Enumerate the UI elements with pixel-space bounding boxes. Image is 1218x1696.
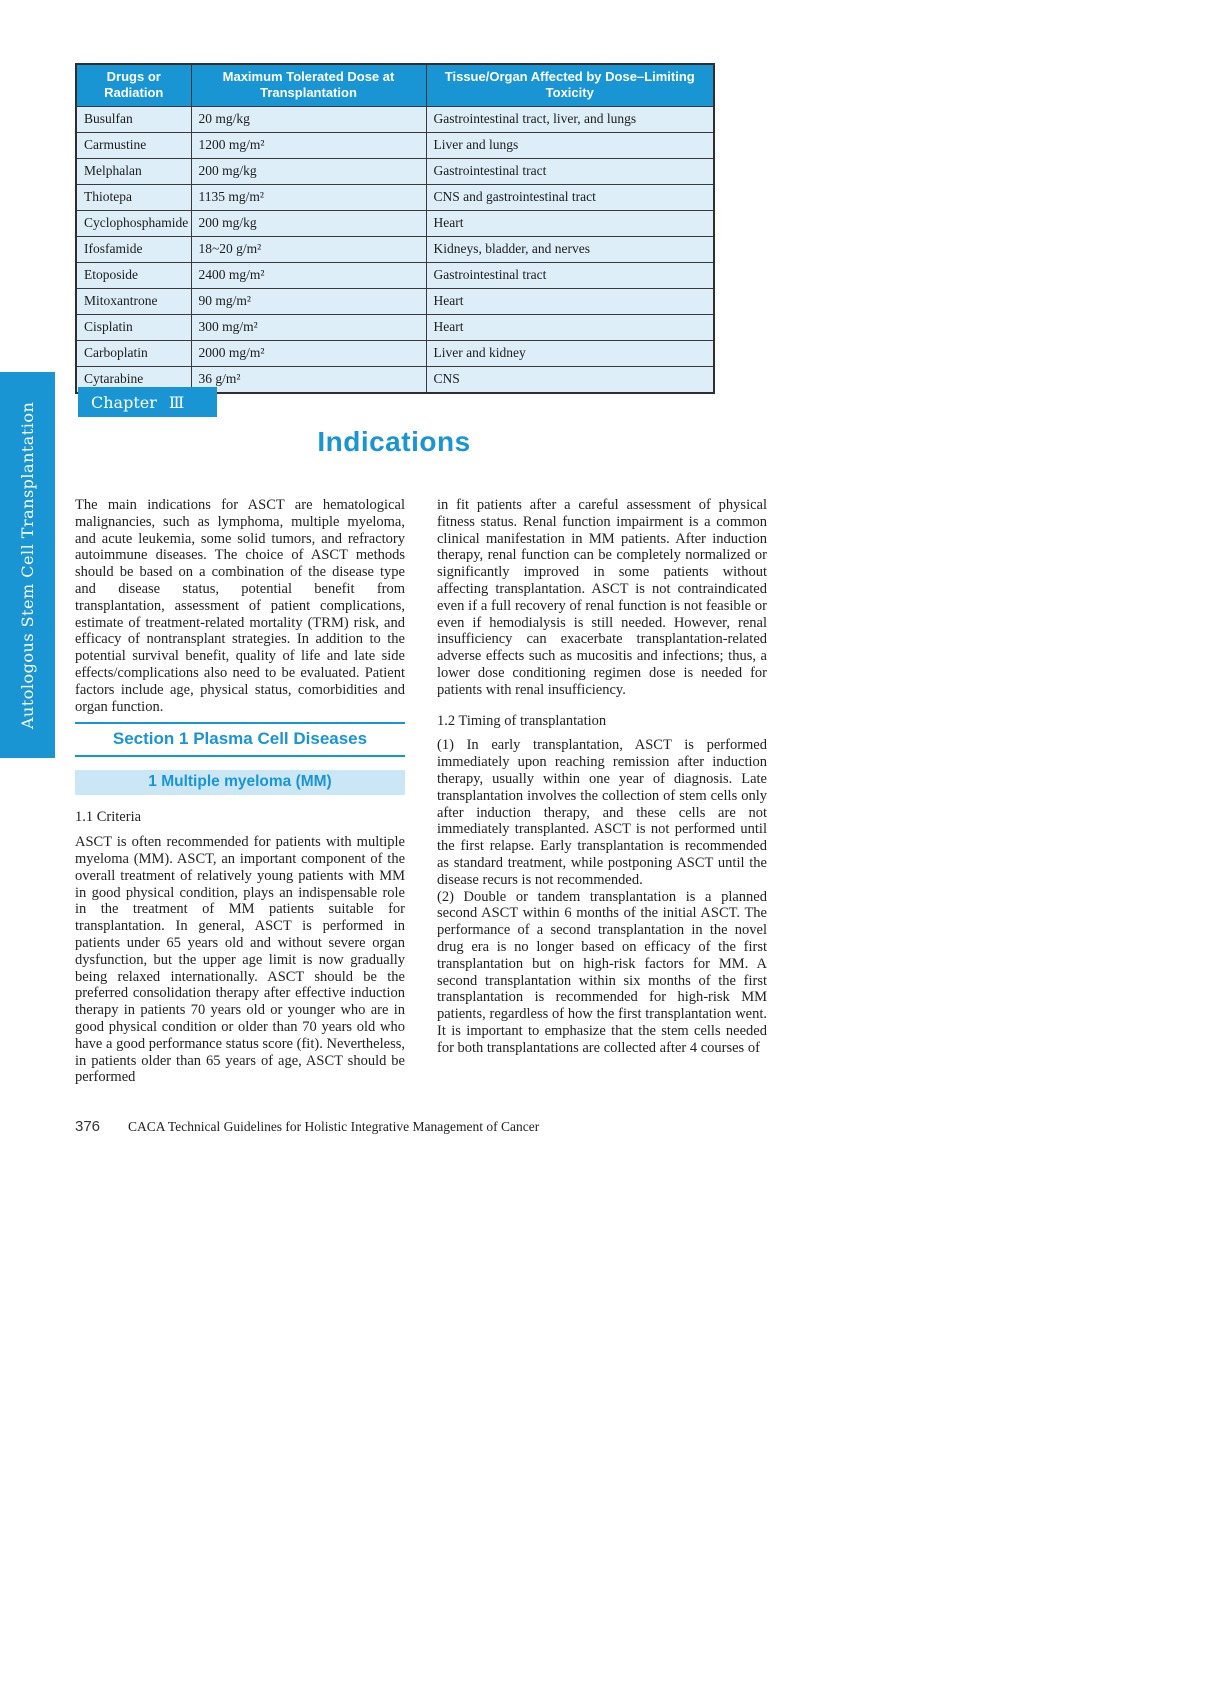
table-cell: Cisplatin — [76, 314, 191, 340]
table-cell: 1135 mg/m² — [191, 184, 426, 210]
chapter-label: Chapter — [91, 392, 157, 412]
table-row — [76, 184, 714, 210]
table-row — [76, 262, 714, 288]
table-cell: Kidneys, bladder, and nerves — [426, 236, 714, 262]
table-cell: CNS and gastrointestinal tract — [426, 184, 714, 210]
body-paragraph-criteria: ASCT is often recommended for patients with multiple myeloma (MM). ASCT, an important component of the overall treatment of relatively young patients with MM in good physical condition, plays an indispensable role in the treatment of MM patients suitable for transplantation. In general, ASCT is performed in patients under 65 years old and without severe organ dysfunction, but the upper age limit is now gradually being relaxed internationally. ASCT should be the preferred consolidation therapy after effective induction therapy in patients 70 years old or younger who are in good physical condition or older than 70 years old who have a good performance status score (fit). Nevertheless, in patients older than 65 years of age, ASCT should be performed — [75, 834, 405, 1086]
table-cell: Melphalan — [76, 158, 191, 184]
table-cell: 2400 mg/m² — [191, 262, 426, 288]
table-cell: Cyclophosphamide — [76, 210, 191, 236]
table-header-row — [76, 64, 714, 106]
table-cell: 200 mg/kg — [191, 210, 426, 236]
table-cell: Busulfan — [76, 106, 191, 132]
chapter-badge — [78, 387, 217, 417]
table-row — [76, 132, 714, 158]
body-column-right — [437, 497, 767, 1057]
table-row — [76, 106, 714, 132]
table-row — [76, 340, 714, 366]
drug-toxicity-table — [75, 63, 715, 394]
table-cell: Etoposide — [76, 262, 191, 288]
table-cell: 20 mg/kg — [191, 106, 426, 132]
table-cell: 90 mg/m² — [191, 288, 426, 314]
table-cell: 200 mg/kg — [191, 158, 426, 184]
page-title: Indications — [317, 426, 471, 457]
table-row — [76, 236, 714, 262]
body-paragraph-early-transplantation: (1) In early transplantation, ASCT is performed immediately upon reaching remission after induction therapy, usually within one year of diagnosis. Late transplantation involves the collection of stem cells only after induction therapy, and these cells are not immediately transplanted. ASCT is not performed until the first relapse. Early transplantation is recommended as standard treatment, while postponing ASCT until the disease recurs is not recommended. — [437, 737, 767, 888]
table-cell: Heart — [426, 288, 714, 314]
table-row — [76, 158, 714, 184]
table-row — [76, 210, 714, 236]
table-cell: CNS — [426, 366, 714, 393]
footer-book-title: CACA Technical Guidelines for Holistic Integrative Management of Cancer — [128, 1119, 540, 1134]
table-cell: 18~20 g/m² — [191, 236, 426, 262]
chapter-numeral: Ⅲ — [168, 392, 185, 412]
table-row — [76, 314, 714, 340]
sidebar-chapter-title: Autologous Stem Cell Transplantation Technique — [18, 401, 92, 729]
page-footer — [75, 1118, 539, 1135]
body-paragraph-criteria-continued: in fit patients after a careful assessment of physical fitness status. Renal function impairment is a common clinical manifestation in MM patients. After induction therapy, renal function can be completely normalized or significantly improved in some patients without affecting transplantation. ASCT is not contraindicated even if a full recovery of renal function is not feasible or even if hemodialysis is still needed. However, renal insufficiency can exacerbate transplantation-related adverse effects such as mucositis and infections; thus, a lower dose conditioning regimen dose is needed for patients with renal insufficiency. — [437, 497, 767, 698]
table-header-cell: Drugs or Radiation — [76, 64, 191, 106]
table-cell: 2000 mg/m² — [191, 340, 426, 366]
table-cell: Carboplatin — [76, 340, 191, 366]
table-cell: Gastrointestinal tract — [426, 262, 714, 288]
table-cell: Cytarabine — [76, 366, 191, 393]
table-cell: Liver and lungs — [426, 132, 714, 158]
table-row — [76, 288, 714, 314]
body-paragraph-tandem-transplantation: (2) Double or tandem transplantation is a planned second ASCT within 6 months of the initial ASCT. The performance of a second transplantation in the novel drug era is no longer based on efficacy of the first transplantation but on high-risk factors for MM. A second transplantation within six months of the first transplantation is recommended for high-risk MM patients, regardless of how the first transplantation went. It is important to emphasize that the stem cells needed for both transplantations are collected after 4 courses of — [437, 888, 767, 1056]
table-header-cell: Maximum Tolerated Dose at Transplantation — [191, 64, 426, 106]
table-cell: Heart — [426, 314, 714, 340]
table-cell: Thiotepa — [76, 184, 191, 210]
table-cell: Gastrointestinal tract, liver, and lungs — [426, 106, 714, 132]
table-cell: Gastrointestinal tract — [426, 158, 714, 184]
subsection-heading-multiple-myeloma: 1 Multiple myeloma (MM) — [75, 770, 405, 795]
table-cell: Mitoxantrone — [76, 288, 191, 314]
body-paragraph-indications: The main indications for ASCT are hematological malignancies, such as lymphoma, multiple myeloma, and acute leukemia, some solid tumors, and refractory autoimmune diseases. The choice of ASCT methods should be based on a combination of the disease type and disease status, potential benefit from transplantation, assessment of patient complications, estimate of treatment-related mortality (TRM) risk, and efficacy of nontransplant strategies. In addition to the potential survival benefit, quality of life and late side effects/complications also need to be evaluated. Patient factors include age, physical status, comorbidities and organ function. — [75, 497, 405, 715]
clause-heading-criteria: 1.1 Criteria — [75, 809, 142, 826]
table-header-cell: Tissue/Organ Affected by Dose–Limiting Toxicity — [426, 64, 714, 106]
section-heading-plasma-cell-diseases: Section 1 Plasma Cell Diseases — [75, 722, 405, 757]
table-cell: 300 mg/m² — [191, 314, 426, 340]
table-cell: Liver and kidney — [426, 340, 714, 366]
chapter-sidebar-tab — [0, 372, 92, 758]
clause-heading-timing: 1.2 Timing of transplantation — [437, 712, 607, 729]
table-cell: Carmustine — [76, 132, 191, 158]
footer-page-number: 376 — [75, 1118, 101, 1135]
table-cell: 1200 mg/m² — [191, 132, 426, 158]
table-cell: Ifosfamide — [76, 236, 191, 262]
table-cell: Heart — [426, 210, 714, 236]
table-cell: 36 g/m² — [191, 366, 426, 393]
body-column-left — [75, 497, 405, 1086]
